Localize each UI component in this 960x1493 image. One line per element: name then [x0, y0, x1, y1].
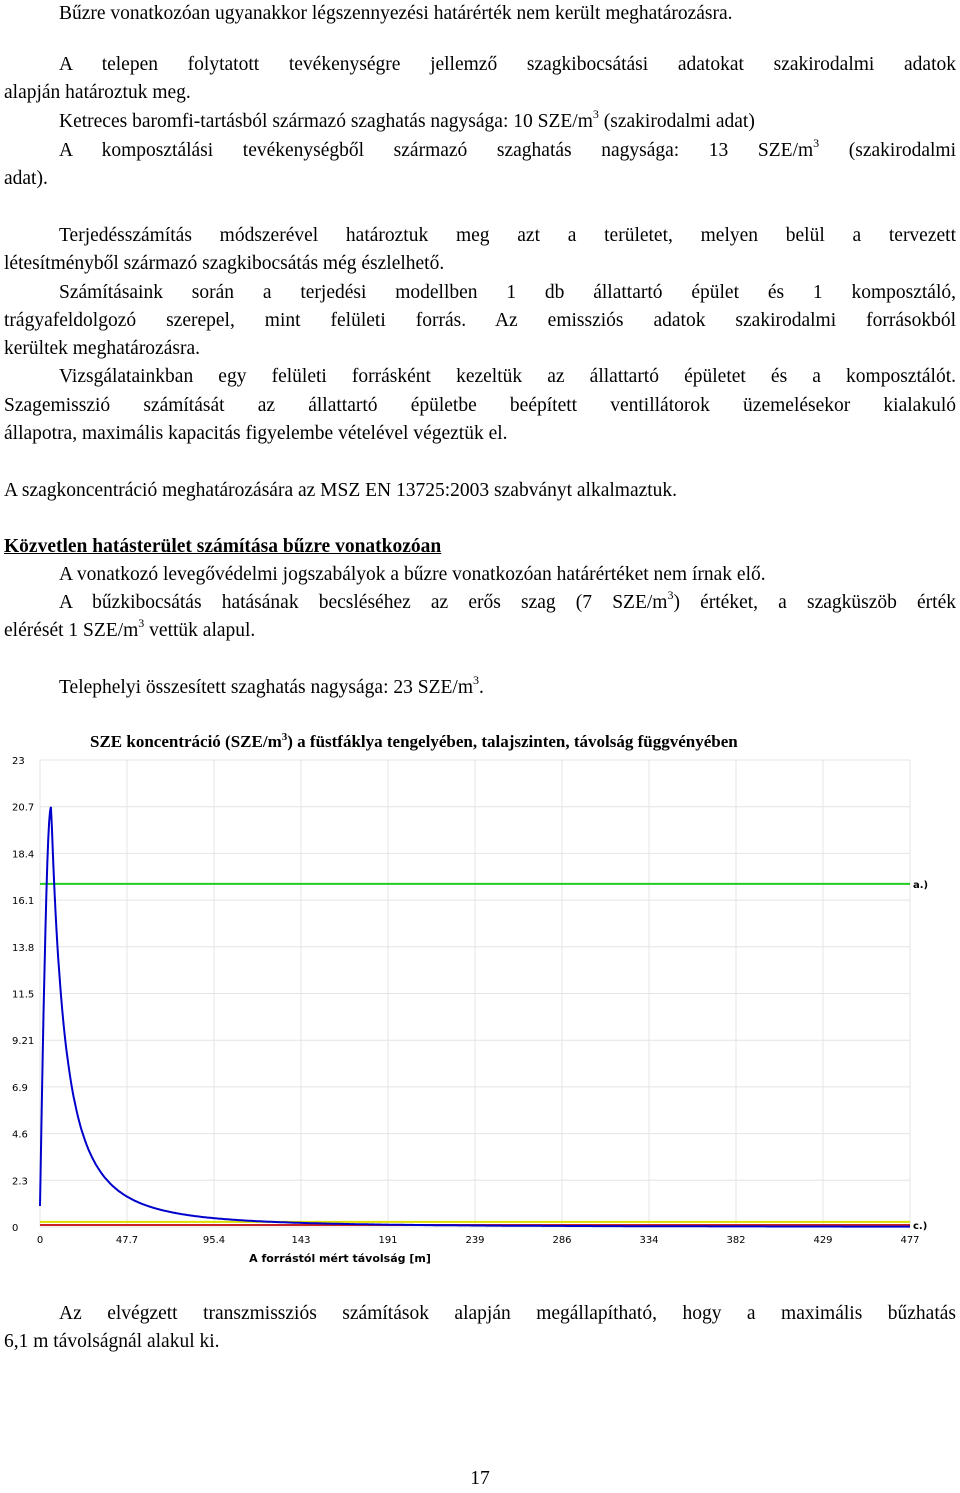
- threshold-label: c.): [913, 1220, 928, 1232]
- y-tick-label: 16.1: [12, 896, 35, 908]
- para-komposzt-line2: adat).: [4, 168, 48, 189]
- x-axis-label: A forrástól mért távolság [m]: [249, 1252, 431, 1265]
- y-tick-label: 2.3: [12, 1176, 28, 1188]
- chart-title-sup: 3: [281, 731, 288, 743]
- sup: 3: [813, 135, 820, 150]
- sup: 3: [667, 587, 674, 602]
- sup: 3: [473, 672, 479, 687]
- osszesitett-tail: .: [479, 677, 484, 698]
- para-vizsgalat-line2: Szagemisszió számítását az állattartó épületbe beépített ventillátorok üzemelésekor kialakuló: [4, 395, 956, 416]
- y-tick-label: 11.5: [12, 989, 35, 1001]
- x-tick-label: 382: [726, 1235, 746, 1246]
- y-tick-label: 23: [12, 756, 25, 767]
- x-tick-label: 239: [465, 1235, 485, 1246]
- odor-concentration-chart: [0, 725, 960, 1270]
- x-tick-label: 286: [552, 1235, 572, 1246]
- becsles-text2: elérését 1 SZE/m: [4, 620, 139, 641]
- komposzt-tail: (szakirodalmi: [819, 140, 956, 161]
- para-telepen-line2: alapján határoztuk meg.: [4, 82, 191, 103]
- para-eredmeny-line1: Az elvégzett transzmissziós számítások alapján megállapítható, hogy a maximális bűzhatás: [59, 1303, 956, 1324]
- komposzt-text: A komposztálási tevékenységből származó szaghatás nagysága: 13 SZE/m: [59, 140, 814, 161]
- para-terjedes-line1: Terjedésszámítás módszerével határoztuk meg azt a területet, melyen belül a tervezett: [59, 225, 956, 246]
- y-tick-label: 6.9: [12, 1082, 28, 1094]
- y-tick-label: 20.7: [12, 802, 35, 814]
- para-szamitas-line1: Számításaink során a terjedési modellben 1 db állattartó épület és 1 komposztáló,: [59, 282, 956, 303]
- y-tick-label: 13.8: [12, 942, 35, 954]
- x-tick-label: 47.7: [115, 1235, 139, 1246]
- becsles-tail: ) értéket, a szagküszöb érték: [673, 592, 956, 613]
- x-tick-label: 191: [378, 1235, 398, 1246]
- para-vizsgalat-line3: állapotra, maximális kapacitás figyelembe vételével végeztük el.: [4, 423, 508, 444]
- para-becsles-line2: [4, 617, 956, 645]
- y-tick-label: 9.21: [12, 1036, 35, 1048]
- para-szabvany: A szagkoncentráció meghatározására az MSZ EN 13725:2003 szabványt alkalmaztuk.: [4, 480, 678, 501]
- y-tick-label: 4.6: [12, 1129, 28, 1141]
- ketreces-text: Ketreces baromfi-tartásból származó szaghatás nagysága: 10 SZE/m: [59, 111, 593, 132]
- x-tick-label: 143: [291, 1235, 311, 1246]
- x-axis-ticks: [37, 1235, 920, 1246]
- x-tick-label: 477: [900, 1235, 920, 1246]
- page-number: 17: [470, 1468, 490, 1489]
- sup: 3: [592, 106, 599, 121]
- y-axis-ticks: [12, 756, 34, 1234]
- x-tick-label: 0: [36, 1235, 44, 1246]
- y-tick-label: 0: [12, 1223, 19, 1234]
- section-heading: Közvetlen hatásterület számítása bűzre vonatkozóan: [4, 536, 442, 557]
- x-tick-label: 334: [639, 1235, 659, 1246]
- becsles-tail2: vettük alapul.: [144, 620, 256, 641]
- para-terjedes-line2: létesítményből származó szagkibocsátás még észlelhető.: [4, 253, 445, 274]
- para-osszesitett: [59, 674, 956, 702]
- y-tick-label: 18.4: [12, 849, 35, 861]
- para-szamitas-line3: kerültek meghatározásra.: [4, 338, 200, 359]
- para-ketreces: [59, 108, 956, 136]
- para-telepen-line1: A telepen folytatott tevékenységre jellemző szagkibocsátási adatokat szakirodalmi adatok: [59, 54, 956, 75]
- x-tick-label: 95.4: [202, 1235, 226, 1246]
- para-becsles-line1: [59, 589, 956, 617]
- x-tick-label: 429: [813, 1235, 833, 1246]
- para-vizsgalat-line1: Vizsgálatainkban egy felületi forrásként kezeltük az állattartó épületet és a komposztálót.: [59, 366, 956, 387]
- becsles-text: A bűzkibocsátás hatásának becsléséhez az erős szag (7 SZE/m: [59, 592, 668, 613]
- para-eredmeny-line2: 6,1 m távolságnál alakul ki.: [4, 1331, 220, 1352]
- chart-title-a: SZE koncentráció (SZE/m: [90, 732, 282, 751]
- para-szamitas-line2: trágyafeldolgozó szerepel, mint felületi forrás. Az emissziós adatok szakirodalmi forrásokból: [4, 310, 956, 331]
- para-komposzt: [59, 137, 956, 165]
- chart-title: [90, 731, 738, 751]
- threshold-lines: [40, 880, 928, 1232]
- para-jogszabaly: A vonatkozó levegővédelmi jogszabályok a bűzre vonatkozóan határértéket nem írnak elő.: [59, 564, 766, 585]
- chart-title-b: ) a füstfáklya tengelyében, talajszinten, távolság függvényében: [287, 732, 738, 751]
- text-line: Bűzre vonatkozóan ugyanakkor légszennyezési határérték nem került meghatározásra.: [59, 3, 733, 24]
- osszesitett-text: Telephelyi összesített szaghatás nagysága: 23 SZE/m: [59, 677, 473, 698]
- ketreces-tail: (szakirodalmi adat): [598, 111, 755, 132]
- sup: 3: [138, 615, 145, 630]
- para-buzre: [4, 0, 956, 28]
- chart-grid: [40, 760, 910, 1227]
- threshold-label: a.): [913, 879, 929, 891]
